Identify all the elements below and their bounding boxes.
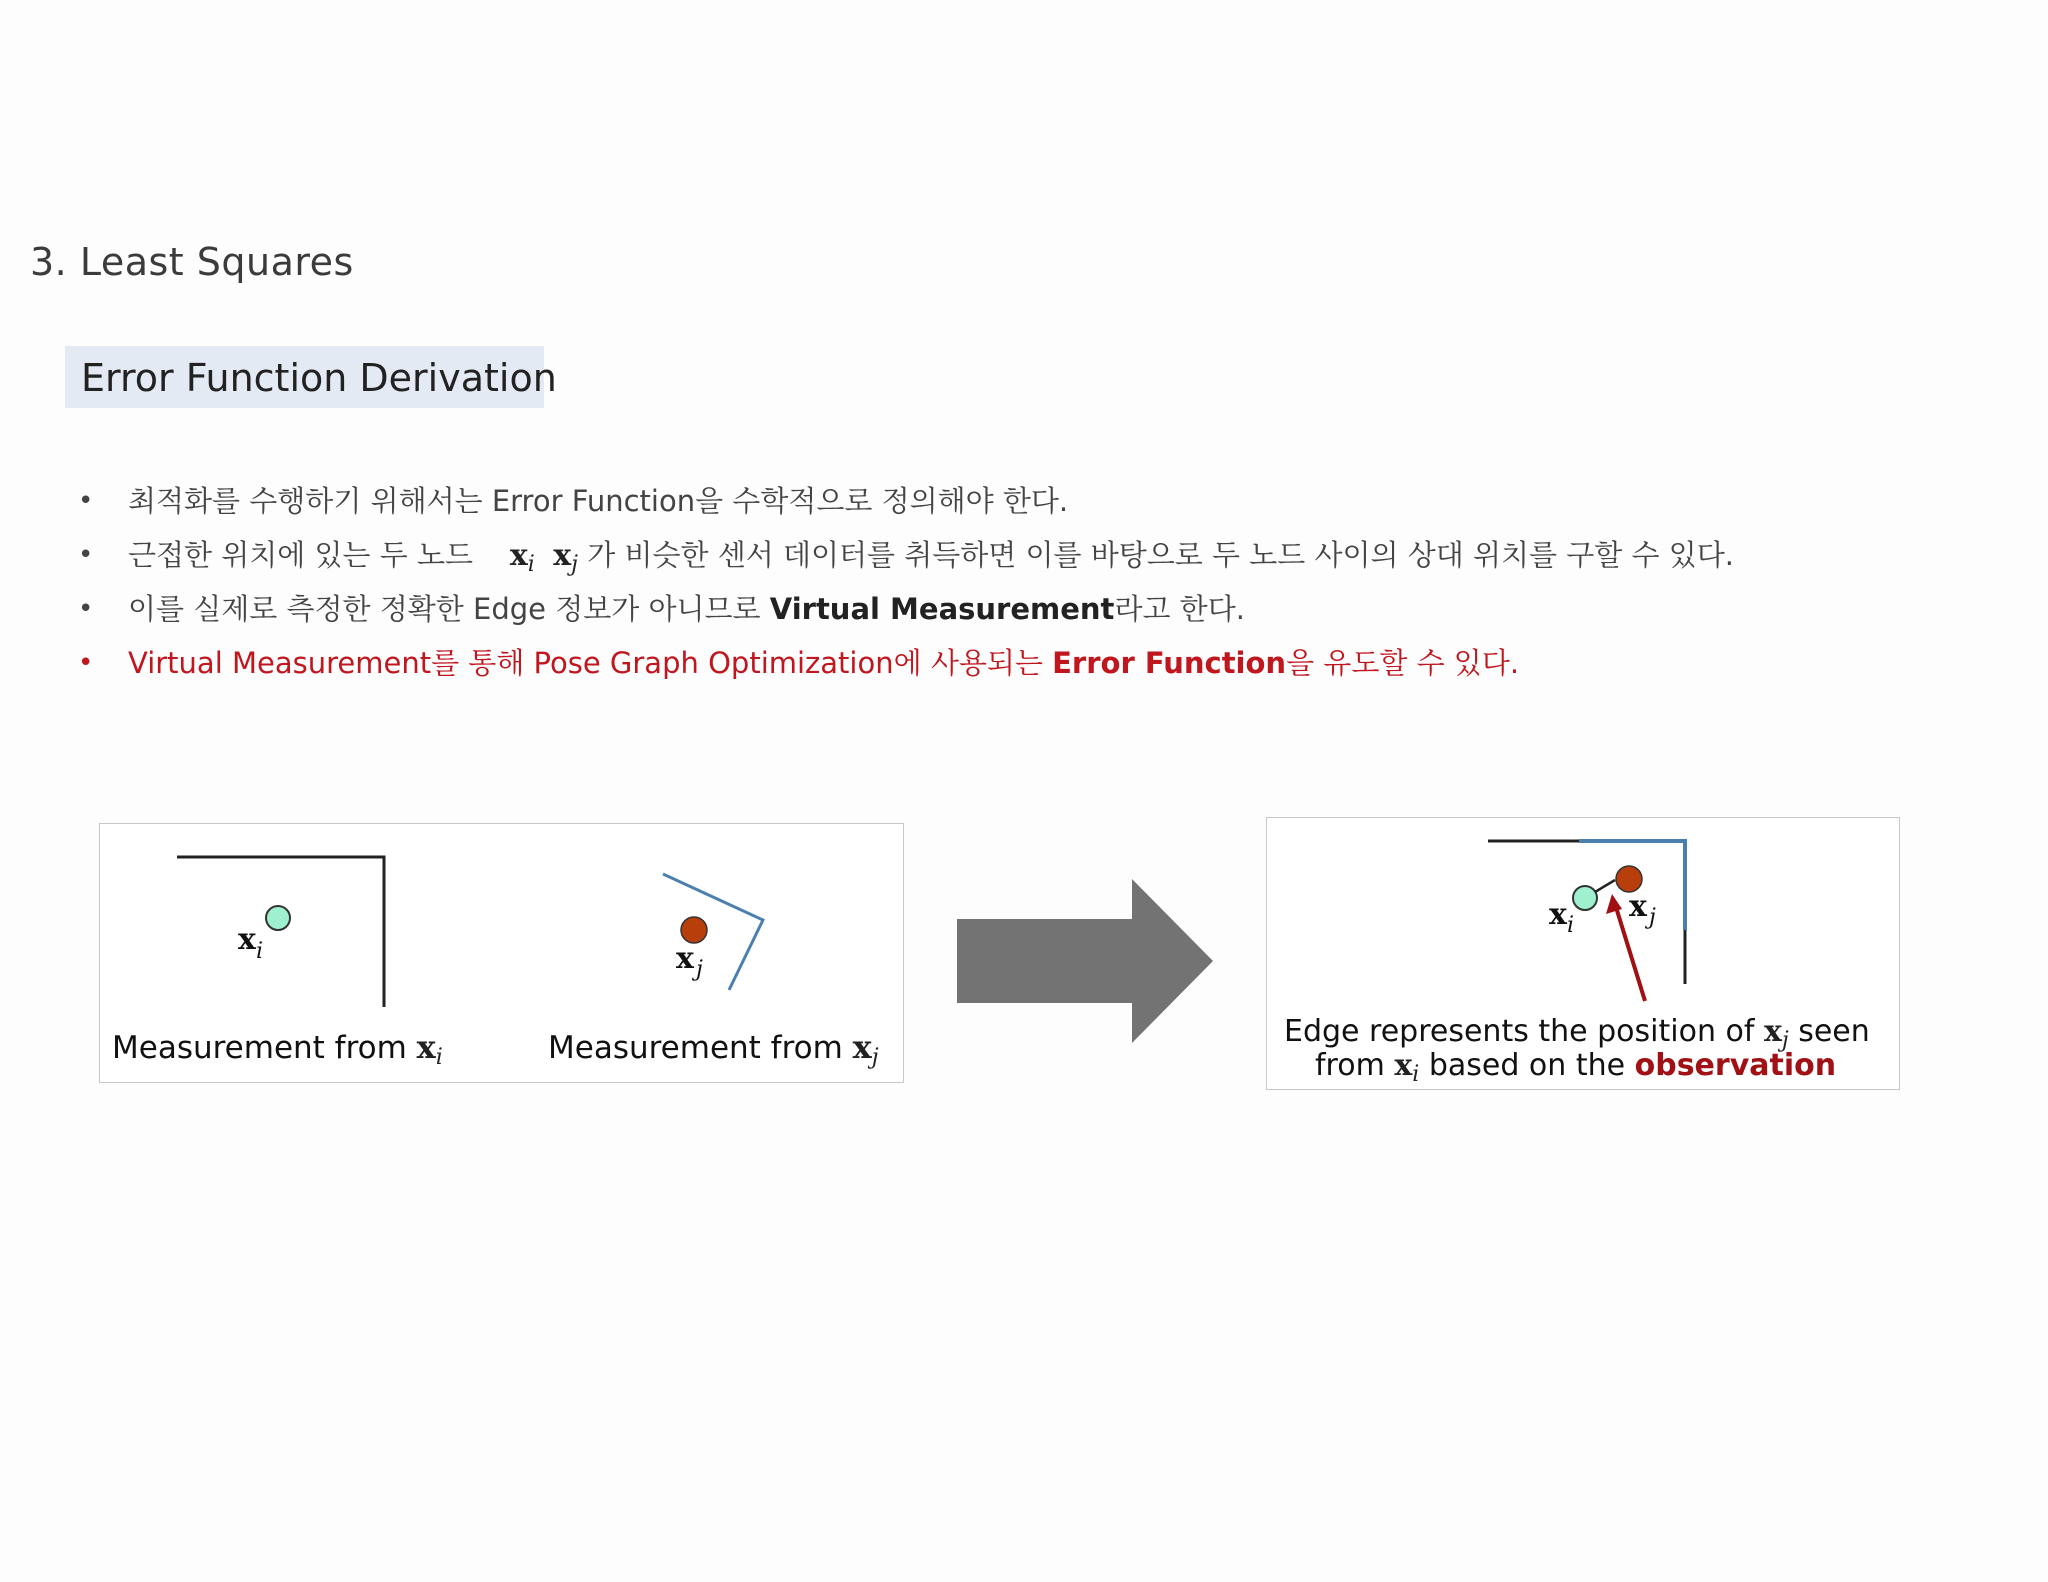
- label-xi: x: [238, 922, 256, 957]
- label-xj-sub: j: [696, 957, 703, 982]
- subtitle: Error Function Derivation: [81, 356, 557, 400]
- transition-arrow-icon: [955, 877, 1225, 1047]
- measurement-figure: [99, 823, 904, 1083]
- label-xi-sub: i: [1567, 913, 1575, 938]
- bullet-item-highlight: [78, 636, 1978, 690]
- bullet-text: Virtual Measurement를 통해 Pose Graph Optimization에 사용되는 Error Function을 유도할 수 있다.: [128, 646, 1520, 680]
- edge-caption-line2: from $x_i$ based on the observation: [1315, 1048, 1837, 1087]
- bullet-item: [78, 474, 1978, 528]
- bullet-text: 이를 실제로 측정한 정확한 Edge 정보가 아니므로 Virtual Measurement라고 한다.: [128, 592, 1245, 626]
- observation-arrow-head: [1606, 894, 1622, 914]
- bullet-dot: •: [78, 594, 94, 624]
- bullet-dot: •: [78, 648, 94, 678]
- bullet-item: [78, 528, 1978, 582]
- virtual-measurement-term: Virtual Measurement: [769, 592, 1115, 626]
- node-j: [681, 917, 707, 943]
- label-xi: x: [1549, 897, 1567, 932]
- caption-from-xj: Measurement from xj: [548, 1028, 879, 1070]
- section-title: 3. Least Squares: [30, 240, 354, 284]
- observation-term: observation: [1634, 1048, 1837, 1083]
- edge-caption-line1: Edge represents the position of $x_j$ seen: [1284, 1014, 1870, 1053]
- bullet-text: [128, 528, 1734, 586]
- bullet-text-post: 가 비슷한 센서 데이터를 취득하면 이를 바탕으로 두 노드 사이의 상대 위치를 구할 수 있다.: [587, 538, 1734, 572]
- math-xj: $x_j$: [553, 538, 578, 577]
- wall-line-i: [177, 857, 384, 1007]
- math-xi: $x_i$: [509, 538, 535, 577]
- bullet-text-pre: 근접한 위치에 있는 두 노드: [128, 538, 474, 572]
- caption-from-xi: Measurement from xi: [112, 1028, 443, 1070]
- label-xj: x: [676, 941, 694, 976]
- subtitle-banner: [65, 346, 557, 408]
- bullet-item: [78, 582, 1978, 636]
- edge-line: [1595, 880, 1615, 892]
- node-i: [1573, 886, 1597, 910]
- label-xj: x: [1629, 889, 1647, 924]
- error-function-term: Error Function: [1052, 646, 1287, 680]
- label-xj-sub: j: [1649, 905, 1656, 930]
- bullet-list: [78, 474, 1978, 690]
- bullet-dot: •: [78, 540, 94, 570]
- node-i: [266, 906, 290, 930]
- bullet-text: 최적화를 수행하기 위해서는 Error Function을 수학적으로 정의해야 한다.: [128, 484, 1069, 518]
- edge-figure: [1266, 817, 1900, 1090]
- bullet-dot: •: [78, 486, 94, 516]
- label-xi-sub: i: [256, 939, 264, 964]
